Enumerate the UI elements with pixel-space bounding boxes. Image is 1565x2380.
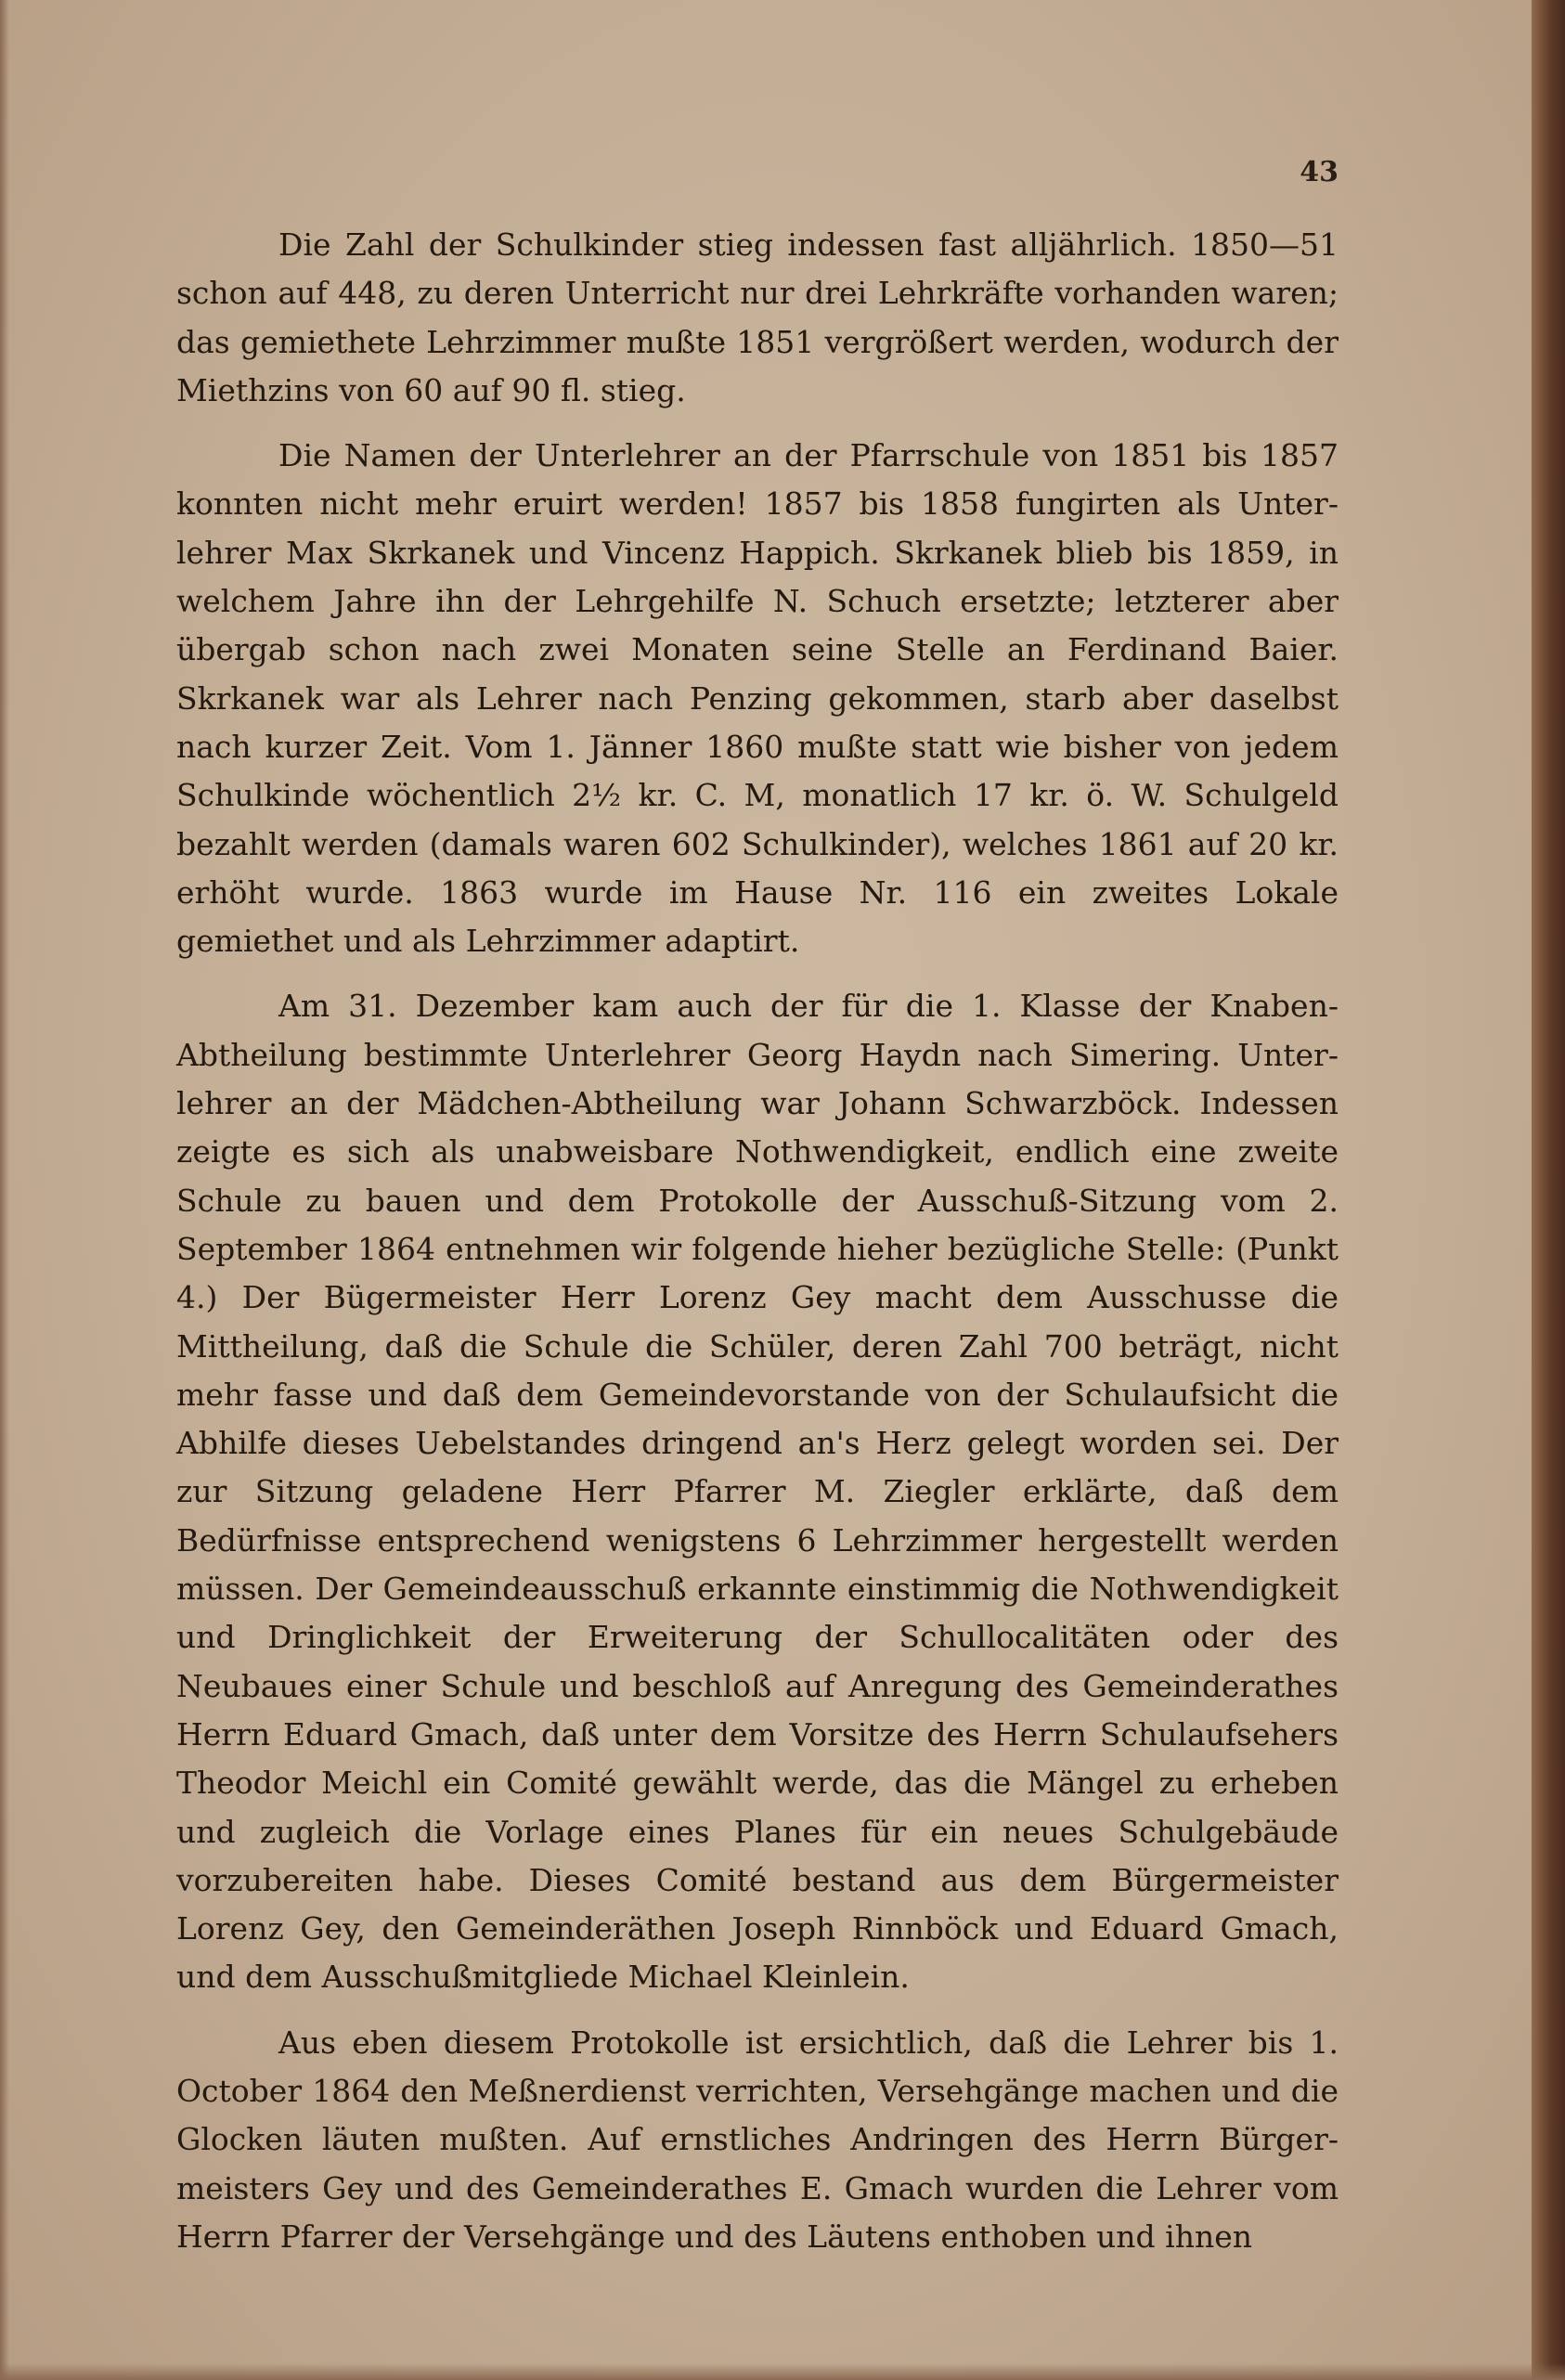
paragraph-assistant-teachers: Die Namen der Unterlehrer an der Pfarrschule von 1851 bis 1857 konnten nicht mehr eruirt werden! 1857 bis 1858 fungirten als Unterlehrer Max Skrkanek und Vincenz Happich. Skrkanek blieb bis 1859, in welchem Jahre ihn der Lehrgehilfe N. Schuch ersetzte; letzterer aber übergab schon nach zwei Monaten seine Stelle an Ferdinand Baier. Skrkanek war als Lehrer nach Penzing gekommen, starb aber daselbst nach kurzer Zeit. Vom 1. Jänner 1860 mußte statt wie bisher von jedem Schulkinde wöchentlich 2½ kr. C. M, monatlich 17 kr. ö. W. Schulgeld bezahlt werden (damals waren 602 Schulkinder), welches 1861 auf 20 kr. erhöht wurde. 1863 wurde im Hause Nr. 116 ein zweites Lokale gemiethet und als Lehrzimmer adaptirt. (176, 437, 1339, 960)
paragraph-school-children: Die Zahl der Schulkinder stieg indessen fast alljährlich. 1850—51 schon auf 448, zu deren Unterricht nur drei Lehrkräfte vorhanden waren; das gemiethete Lehrzimmer mußte 1851 vergrößert werden, wodurch der Miethzins von 60 auf 90 fl. stieg. (176, 226, 1339, 408)
page-left-edge (0, 0, 9, 2380)
page-number: 43 (1300, 156, 1339, 188)
paragraph-sexton-duties: Aus eben diesem Protokolle ist ersichtlich, daß die Lehrer bis 1. October 1864 den Meßnerdienst verrichten, Versehgänge machen und die Glocken läuten mußten. Auf ernstliches Andringen des Herrn Bürgermeisters Gey und des Gemeinderathes E. Gmach wurden die Lehrer vom Herrn Pfarrer der Versehgänge und des Läutens enthoben und ihnen (176, 2024, 1339, 2255)
page-bottom-edge (0, 2363, 1565, 2380)
paragraph-second-school: Am 31. Dezember kam auch der für die 1. Klasse der KnabenAbtheilung bestimmte Unterlehrer Georg Haydn nach Simering. Unterlehrer an der Mädchen-Abtheilung war Johann Schwarzböck. Indessen zeigte es sich als unabweisbare Nothwendigkeit, endlich eine zweite Schule zu bauen und dem Protokolle der Ausschuß-Sitzung vom 2. September 1864 entnehmen wir folgende hieher bezügliche Stelle: (Punkt 4.) Der Bügermeister Herr Lorenz Gey macht dem Ausschusse die Mittheilung, daß die Schule die Schüler, deren Zahl 700 beträgt, nicht mehr fasse und daß dem Gemeindevorstande von der Schulaufsicht die Abhilfe dieses Uebelstandes dringend an's Herz gelegt worden sei. Der zur Sitzung geladene Herr Pfarrer M. Ziegler erklärte, daß dem Bedürfnisse entsprechend wenigstens 6 Lehrzimmer hergestellt werden müssen. Der Gemeindeausschuß erkannte einstimmig die Nothwendigkeit und Dringlichkeit der Erweiterung der Schullocalitäten oder des Neubaues einer Schule und beschloß auf Anregung des Gemeinderathes Herrn Eduard Gmach, daß unter dem Vorsitze des Herrn Schulaufsehers Theodor Meichl ein Comité gewählt werde, das die Mängel zu erheben und zugleich die Vorlage eines Planes für ein neues Schulgebäude vorzubereiten habe. Dieses Comité bestand aus dem Bürgermeister Lorenz Gey, den Gemeinderäthen Joseph Rinnböck und Eduard Gmach, und dem Ausschußmitgliede Michael Kleinlein. (176, 988, 1339, 1996)
body-text (176, 221, 1339, 2278)
page-binding-edge (1532, 0, 1565, 2380)
